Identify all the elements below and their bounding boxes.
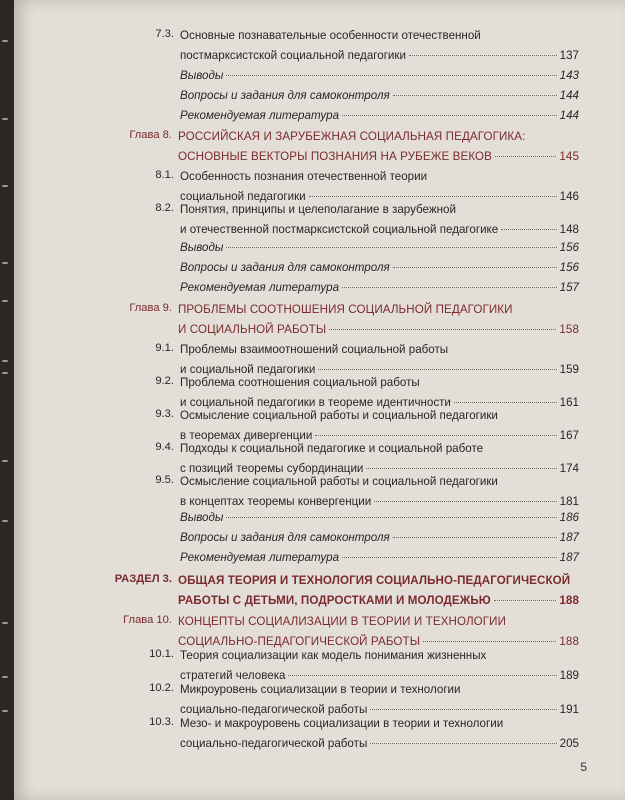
toc-page-number: 144 xyxy=(559,109,579,122)
toc-page-number: 144 xyxy=(559,89,579,102)
toc-title-line: и отечественной постмарксистской социальной педагогике xyxy=(180,222,499,236)
toc-title xyxy=(180,258,579,278)
toc-title-line: и социальной педагогики xyxy=(180,362,316,376)
toc-title-line: Проблемы взаимоотношений социальной работы xyxy=(180,343,449,356)
toc-title-line: Осмысление социальной работы и социальной педагогики xyxy=(180,475,498,488)
toc-title-line: Микроуровень социализации в теории и технологии xyxy=(180,683,461,696)
dot-leader xyxy=(366,468,556,469)
dot-leader xyxy=(374,501,556,502)
dot-leader xyxy=(342,115,557,116)
toc-page-number: 188 xyxy=(559,593,579,607)
toc-title-line: социально-педагогической работы xyxy=(180,736,368,750)
dot-leader xyxy=(409,55,557,56)
dot-leader xyxy=(342,557,557,558)
toc-page-number: 188 xyxy=(559,634,579,648)
dot-leader xyxy=(342,287,557,288)
dot-leader xyxy=(226,517,556,518)
toc-title-line: РОССИЙСКАЯ И ЗАРУБЕЖНАЯ СОЦИАЛЬНАЯ ПЕДАГОГИКА: xyxy=(178,130,526,143)
toc-page-number: 156 xyxy=(559,261,579,274)
toc-label: 9.5. xyxy=(155,474,174,486)
toc-title-line: Понятия, принципы и целеполагание в зарубежной xyxy=(180,203,456,216)
book-page xyxy=(14,0,625,800)
dot-leader xyxy=(288,675,556,676)
toc-page-number: 146 xyxy=(559,189,579,203)
toc-title xyxy=(180,26,579,65)
toc-page-number: 167 xyxy=(559,428,579,442)
toc-title-line: Подходы к социальной педагогике и социальной работе xyxy=(180,442,484,455)
toc-label: Глава 10. xyxy=(123,614,172,626)
toc-label: 8.1. xyxy=(155,169,174,181)
toc-label: 7.3. xyxy=(155,28,174,40)
dot-leader xyxy=(393,95,557,96)
toc-label: 10.2. xyxy=(149,682,174,694)
toc-label: 9.2. xyxy=(155,375,174,387)
toc-page-number: 159 xyxy=(559,362,579,376)
toc-page-number: 161 xyxy=(559,395,579,409)
dot-leader xyxy=(494,600,557,601)
toc-label: 9.1. xyxy=(155,342,174,354)
toc-title xyxy=(180,528,579,548)
toc-title-line: ОСНОВНЫЕ ВЕКТОРЫ ПОЗНАНИЯ НА РУБЕЖЕ ВЕКОВ xyxy=(178,149,492,163)
toc-title-line: в концептах теоремы конвергенции xyxy=(180,494,372,508)
toc-title xyxy=(178,300,579,339)
toc-label: РАЗДЕЛ 3. xyxy=(114,573,172,585)
toc-title xyxy=(180,86,579,106)
toc-title-line: И СОЦИАЛЬНОЙ РАБОТЫ xyxy=(178,322,327,336)
toc-title xyxy=(180,714,579,753)
dot-leader xyxy=(370,743,556,744)
toc-label: Глава 9. xyxy=(129,302,172,314)
toc-title-line: РАБОТЫ С ДЕТЬМИ, ПОДРОСТКАМИ И МОЛОДЕЖЬЮ xyxy=(178,593,491,607)
toc-title xyxy=(180,278,579,298)
toc-page-number: 143 xyxy=(559,69,579,82)
toc-label: Глава 8. xyxy=(129,129,172,141)
toc-title-line: социальной педагогики xyxy=(180,189,306,203)
toc-page-number: 186 xyxy=(559,511,579,524)
toc-title xyxy=(180,200,579,239)
toc-label: 8.2. xyxy=(155,202,174,214)
toc-page-number: 148 xyxy=(559,222,579,236)
toc-title-line: ПРОБЛЕМЫ СООТНОШЕНИЯ СОЦИАЛЬНОЙ ПЕДАГОГИКИ xyxy=(178,303,513,316)
dot-leader xyxy=(423,641,556,642)
book-spine-edge xyxy=(0,0,14,800)
toc-page-number: 157 xyxy=(559,281,579,294)
toc-label: 9.3. xyxy=(155,408,174,420)
dot-leader xyxy=(495,156,556,157)
toc-label: 10.3. xyxy=(149,716,174,728)
toc-page-number: 189 xyxy=(559,668,579,682)
toc-title-line: КОНЦЕПТЫ СОЦИАЛИЗАЦИИ В ТЕОРИИ И ТЕХНОЛОГИИ xyxy=(178,615,507,628)
toc-title-line: и социальной педагогики в теореме идентичности xyxy=(180,395,451,409)
toc-label: 10.1. xyxy=(149,648,174,660)
toc-title-line: Особенность познания отечественной теории xyxy=(180,170,428,183)
toc-title-line: Рекомендуемая литература xyxy=(180,281,340,294)
toc-title-line: Рекомендуемая литература xyxy=(180,551,340,564)
toc-title-line: Выводы xyxy=(180,511,224,524)
toc-title-line: стратегий человека xyxy=(180,668,286,682)
toc-title-line: Теория социализации как модель понимания жизненных xyxy=(180,649,487,662)
page-number: 5 xyxy=(580,760,587,774)
toc-title xyxy=(180,508,579,528)
dot-leader xyxy=(370,709,556,710)
toc-title-line: Вопросы и задания для самоконтроля xyxy=(180,261,390,274)
dot-leader xyxy=(226,247,556,248)
dot-leader xyxy=(329,329,556,330)
toc-page-number: 145 xyxy=(559,149,579,163)
toc-title-line: Проблема соотношения социальной работы xyxy=(180,376,420,389)
toc-title xyxy=(180,548,579,568)
toc-page-number: 191 xyxy=(559,702,579,716)
toc-title-line: Основные познавательные особенности отечественной xyxy=(180,29,481,42)
toc-title-line: социально-педагогической работы xyxy=(180,702,368,716)
toc-title-line: СОЦИАЛЬНО-ПЕДАГОГИЧЕСКОЙ РАБОТЫ xyxy=(178,634,421,648)
toc-title-line: Выводы xyxy=(180,241,224,254)
dot-leader xyxy=(315,435,556,436)
toc-page-number: 187 xyxy=(559,551,579,564)
dot-leader xyxy=(318,369,556,370)
toc-title xyxy=(178,571,579,610)
toc-title-line: Выводы xyxy=(180,69,224,82)
dot-leader xyxy=(226,75,556,76)
toc-title-line: в теоремах дивергенции xyxy=(180,428,313,442)
toc-page-number: 174 xyxy=(559,461,579,475)
toc-page-number: 181 xyxy=(559,494,579,508)
dot-leader xyxy=(393,537,557,538)
toc-page-number: 158 xyxy=(559,322,579,336)
toc-title-line: Осмысление социальной работы и социальной педагогики xyxy=(180,409,498,422)
toc-page-number: 187 xyxy=(559,531,579,544)
dot-leader xyxy=(501,229,556,230)
toc-title xyxy=(180,106,579,126)
toc-title-line: Вопросы и задания для самоконтроля xyxy=(180,89,390,102)
dot-leader xyxy=(309,196,557,197)
toc-label: 9.4. xyxy=(155,441,174,453)
toc-title xyxy=(180,238,579,258)
toc-title-line: Вопросы и задания для самоконтроля xyxy=(180,531,390,544)
toc-title-line: с позиций теоремы субординации xyxy=(180,461,364,475)
toc-title-line: постмарксистской социальной педагогики xyxy=(180,48,406,62)
dot-leader xyxy=(393,267,557,268)
toc-title-line: Рекомендуемая литература xyxy=(180,109,340,122)
toc-title xyxy=(180,472,579,511)
toc-page-number: 137 xyxy=(559,48,579,62)
toc-page-number: 156 xyxy=(559,241,579,254)
toc-title xyxy=(178,127,579,166)
toc-title-line: ОБЩАЯ ТЕОРИЯ И ТЕХНОЛОГИЯ СОЦИАЛЬНО-ПЕДАГОГИЧЕСКОЙ xyxy=(178,574,571,587)
dot-leader xyxy=(454,402,557,403)
toc-title xyxy=(180,66,579,86)
toc-title-line: Мезо- и макроуровень социализации в теории и технологии xyxy=(180,717,504,730)
toc-page-number: 205 xyxy=(559,736,579,750)
